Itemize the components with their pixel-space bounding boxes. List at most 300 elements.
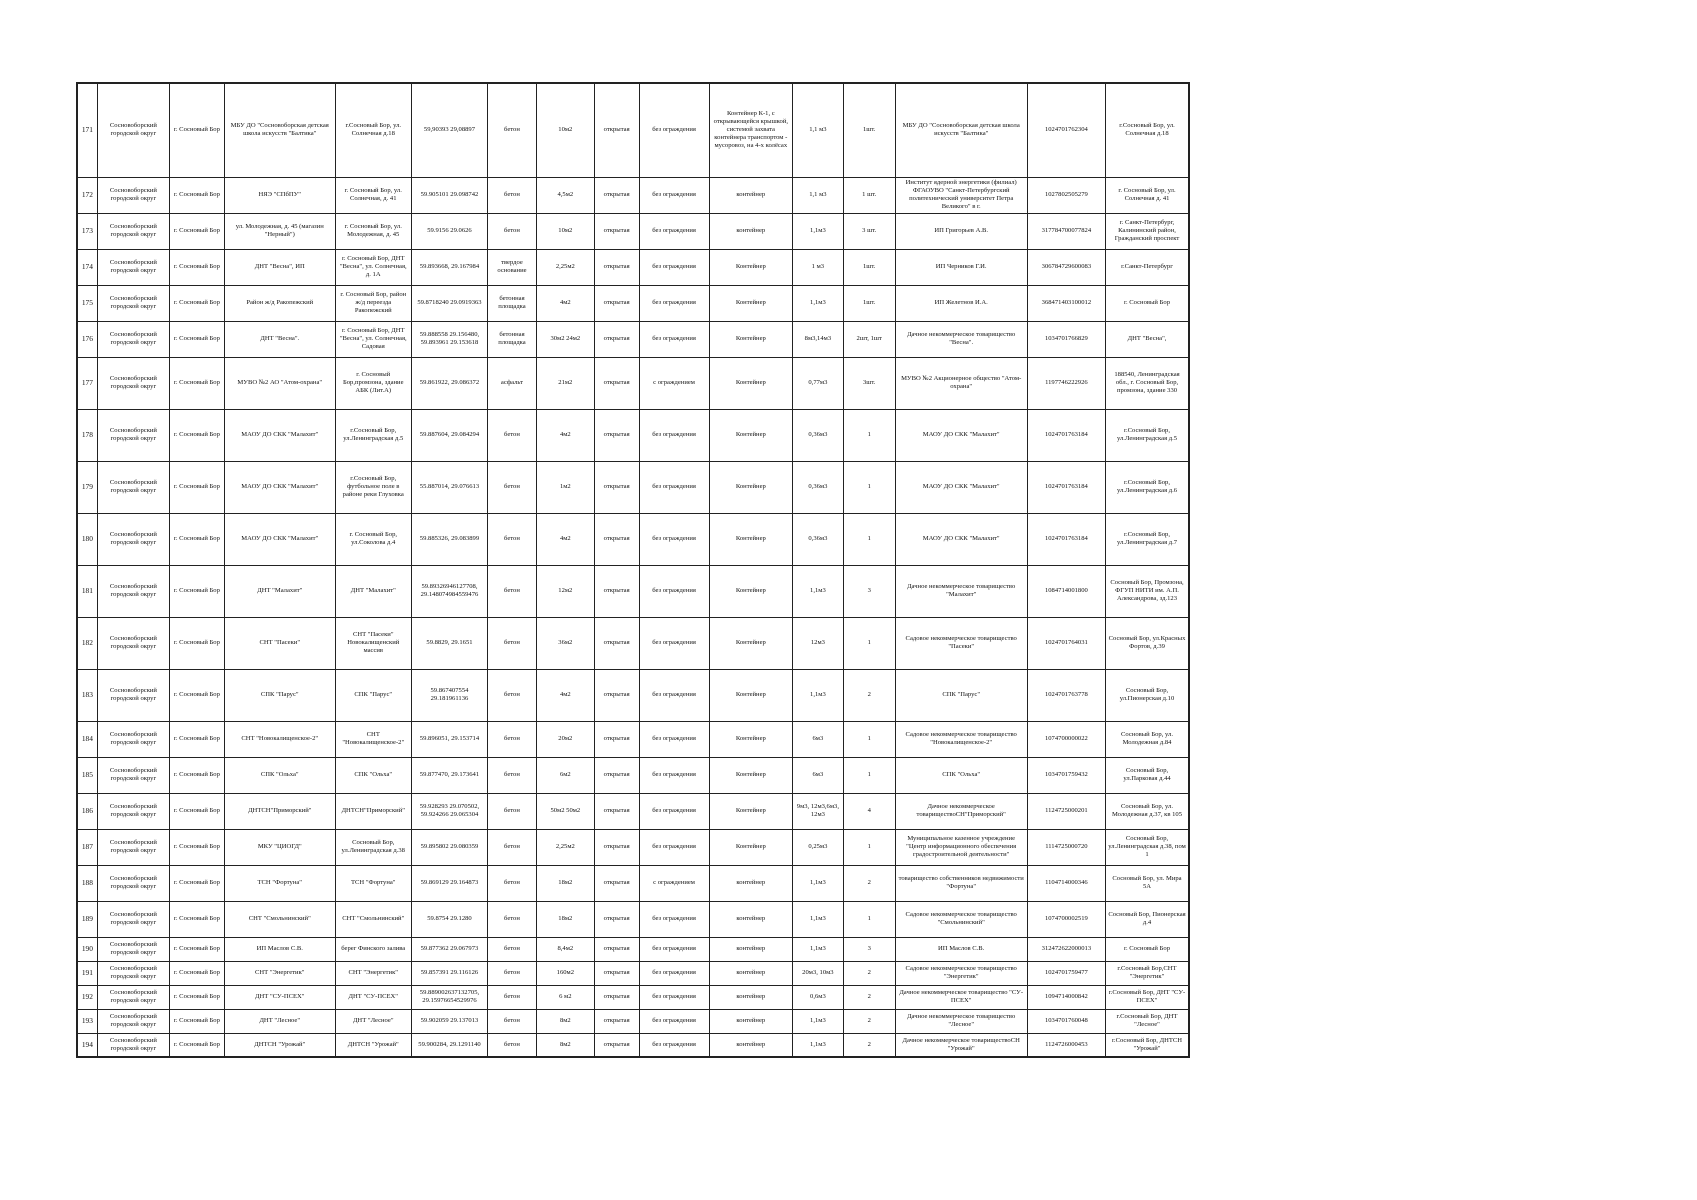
table-cell: 1027802505279 [1027,177,1105,213]
table-cell: 1,1м3 [792,565,843,617]
table-cell: без ограждения [639,83,709,177]
table-row [77,829,1189,865]
table-cell: 6 м2 [536,985,594,1009]
table-cell: бетон [488,177,537,213]
table-cell: СНТ "Смольнинский" [335,901,411,937]
table-cell: г. Сосновый Бор [169,829,224,865]
table-cell: Сосновоборский городской округ [97,721,169,757]
table-cell: без ограждения [639,409,709,461]
table-cell: МУВО №2 Акционерное общество "Атом-охрана" [895,357,1027,409]
table-cell: ДНТ "Весна", [1106,321,1189,357]
table-cell: Дачное некоммерческое товарищество "Весна". [895,321,1027,357]
table-cell: г. Сосновый Бор [169,865,224,901]
table-cell: г. Сосновый Бор [169,513,224,565]
table-row [77,461,1189,513]
table-cell: 1 [843,617,895,669]
table-cell: Контейнер [709,757,792,793]
table-cell: без ограждения [639,177,709,213]
table-cell: г. Сосновый Бор [169,669,224,721]
table-cell: 59.902059 29.137013 [411,1009,487,1033]
table-cell: открытая [594,321,639,357]
table-cell: без ограждения [639,617,709,669]
table-cell: Сосновоборский городской округ [97,357,169,409]
table-cell: г. Сосновый Бор, район ж/д переезда Ракопежский [335,285,411,321]
table-cell: Дачное некоммерческое товариществоСН "Урожай" [895,1033,1027,1057]
table-cell: г. Сосновый Бор [169,213,224,249]
table-cell: 180 [77,513,97,565]
table-cell: 1034701766829 [1027,321,1105,357]
table-cell: 1 [843,513,895,565]
table-cell: 8м2 [536,1033,594,1057]
table-cell: Контейнер [709,829,792,865]
table-cell: открытая [594,937,639,961]
table-cell: 1,1м3 [792,213,843,249]
table-cell: 59.887604, 29.084294 [411,409,487,461]
table-cell: открытая [594,213,639,249]
table-cell: Сосновоборский городской округ [97,793,169,829]
table-row [77,177,1189,213]
table-cell: Сосновый Бор, Пионерская д.4 [1106,901,1189,937]
table-cell: бетон [488,1009,537,1033]
table-cell: без ограждения [639,901,709,937]
table-cell: 55.887014, 29.076613 [411,461,487,513]
table-cell: без ограждения [639,1009,709,1033]
table-cell: Садовое некоммерческое товарищество "Пасеки" [895,617,1027,669]
table-cell: Сосновоборский городской округ [97,321,169,357]
table-cell: 8,4м2 [536,937,594,961]
table-cell: СНТ "Энергетик" [224,961,335,985]
table-cell: г.Сосновый Бор, ул. Солнечная д.18 [335,83,411,177]
table-cell: Сосновоборский городской округ [97,829,169,865]
table-row [77,757,1189,793]
table-cell: 368471403100012 [1027,285,1105,321]
table-cell: 9м3, 12м3,6м3, 12м3 [792,793,843,829]
table-cell: г. Сосновый Бор [1106,285,1189,321]
table-cell: 160м2 [536,961,594,985]
table-cell: 59.905101 29.098742 [411,177,487,213]
table-cell: 1034701760048 [1027,1009,1105,1033]
table-cell: г. Сосновый Бор [169,357,224,409]
table-cell: ИП Маслов С.В. [895,937,1027,961]
table-cell: 8м3,14м3 [792,321,843,357]
table-cell: Сосновоборский городской округ [97,249,169,285]
table-row [77,565,1189,617]
table-cell: Садовое некоммерческое товарищество "Энергетик" [895,961,1027,985]
table-cell: НЯЭ "СПбПУ" [224,177,335,213]
table-cell: 2,25м2 [536,829,594,865]
table-row [77,513,1189,565]
table-cell: г. Сосновый Бор [169,177,224,213]
table-cell: 1074700002519 [1027,901,1105,937]
table-cell: г. Сосновый Бор [169,961,224,985]
table-cell: 3 [843,937,895,961]
table-cell: СНТ "Пасеки" [224,617,335,669]
table-cell: 175 [77,285,97,321]
table-cell: 1,1м3 [792,285,843,321]
table-cell: г. Сосновый Бор [169,285,224,321]
table-cell: с ограждением [639,357,709,409]
table-cell: 1 м3 [792,249,843,285]
table-cell: Контейнер [709,513,792,565]
table-cell: г. Сосновый Бор [169,249,224,285]
table-cell: ИП Григорьев А.В. [895,213,1027,249]
table-cell: ул. Молодежная, д. 45 (магазин "Нерный") [224,213,335,249]
table-cell: 1094714000842 [1027,985,1105,1009]
table-cell: г. Сосновый Бор [169,793,224,829]
table-cell: 179 [77,461,97,513]
table-cell: 59.877470, 29.173641 [411,757,487,793]
table-cell: г. Сосновый Бор [169,937,224,961]
table-cell: Дачное некоммерческое товарищество "Малахит" [895,565,1027,617]
table-cell: 59.889002637132705, 29.15976654529976 [411,985,487,1009]
table-cell: г.Сосновый Бор, ДНТ "СУ-ПСЕХ" [1106,985,1189,1009]
table-cell: открытая [594,985,639,1009]
table-cell: 1шт. [843,83,895,177]
table-cell: г. Сосновый Бор, ул. Солнечная д. 41 [1106,177,1189,213]
table-cell: 1114725000720 [1027,829,1105,865]
table-cell: г.Сосновый Бор, ул. Солнечная д.18 [1106,83,1189,177]
table-cell: 50м2 50м2 [536,793,594,829]
table-cell: Сосновоборский городской округ [97,757,169,793]
table-cell: 0,77м3 [792,357,843,409]
table-row [77,83,1189,177]
table-cell: г. Сосновый Бор [169,461,224,513]
table-cell: бетон [488,937,537,961]
table-cell: открытая [594,617,639,669]
table-cell: 10м2 [536,213,594,249]
table-cell: Контейнер [709,357,792,409]
table-cell: СНТ "Новокалищенское-2" [224,721,335,757]
table-cell: СПК "Парус" [895,669,1027,721]
table-cell: 176 [77,321,97,357]
table-cell: ДНТ "Лесное" [224,1009,335,1033]
table-cell: Институт ядерной энергетики (филиал) ФГАОУВО "Санкт-Петербургский политехнический университет Петра Великого" в г. [895,177,1027,213]
table-cell: Садовое некоммерческое товарищество "Новокалищенское-2" [895,721,1027,757]
table-cell: 59.8718240 29.0919363 [411,285,487,321]
table-cell: открытая [594,721,639,757]
table-cell: г. Сосновый Бор [169,985,224,1009]
table-cell: МАОУ ДО СКК "Малахит" [224,461,335,513]
table-cell: г.Сосновый Бор, ДНТСН "Урожай" [1106,1033,1189,1057]
table-cell: бетон [488,669,537,721]
table-cell: 59.893668, 29.167984 [411,249,487,285]
table-cell: Сосновый Бор, ул.Пионерская д.10 [1106,669,1189,721]
table-cell: открытая [594,513,639,565]
table-cell: г.Сосновый Бор, ул.Ленинградская д.5 [335,409,411,461]
table-cell: ИП Желетнов И.А. [895,285,1027,321]
table-cell: Сосновый Бор, ул.Ленинградская д.38 [335,829,411,865]
table-cell: Сосновоборский городской округ [97,565,169,617]
table-cell: Контейнер [709,793,792,829]
table-cell: бетон [488,1033,537,1057]
table-cell: бетон [488,617,537,669]
table-cell: бетон [488,83,537,177]
table-cell: ДНТ "Лесное" [335,1009,411,1033]
table-cell: без ограждения [639,249,709,285]
table-cell: 8м2 [536,1009,594,1033]
table-cell: г. Сосновый Бор [169,1033,224,1057]
table-cell: МАОУ ДО СКК "Малахит" [224,409,335,461]
table-cell: Дачное некоммерческое товариществоСН"Приморский" [895,793,1027,829]
table-cell: 312472622000013 [1027,937,1105,961]
table-row [77,1033,1189,1057]
table-cell: ДНТ "СУ-ПСЕХ" [335,985,411,1009]
table-cell: 184 [77,721,97,757]
table-cell: СПК "Ольха" [224,757,335,793]
table-cell: открытая [594,177,639,213]
table-cell: г.Сосновый Бор, ул.Ленинградская д.5 [1106,409,1189,461]
table-cell: 0,36м3 [792,513,843,565]
table-cell: Сосновоборский городской округ [97,669,169,721]
table-cell: г. Сосновый Бор,промзона, здание АБК (Лит.А) [335,357,411,409]
table-cell: г.Сосновый Бор,СНТ "Энергетик" [1106,961,1189,985]
table-cell: 177 [77,357,97,409]
table-cell: г. Сосновый Бор [169,321,224,357]
table-cell: 194 [77,1033,97,1057]
table-cell: Контейнер [709,461,792,513]
table-row [77,793,1189,829]
table-cell: Сосновый Бор, ул.Красных Фортов, д.39 [1106,617,1189,669]
table-cell: ДНТСН "Урожай" [335,1033,411,1057]
table-cell: 4м2 [536,513,594,565]
table-cell: открытая [594,961,639,985]
table-cell: г. Сосновый Бор [169,83,224,177]
table-cell: Контейнер [709,285,792,321]
table-cell: г. Сосновый Бор [169,757,224,793]
table-cell: Сосновый Бор, ул. Молодежная д.37, кв 105 [1106,793,1189,829]
table-cell: СПК "Парус" [224,669,335,721]
table-cell: Дачное некоммерческое товарищество "СУ-ПСЕХ" [895,985,1027,1009]
table-row [77,961,1189,985]
table-cell: 1,1м3 [792,1009,843,1033]
table-cell: 1024701763778 [1027,669,1105,721]
table-cell: МАОУ ДО СКК "Малахит" [224,513,335,565]
table-cell: Садовое некоммерческое товарищество "Смольнинский" [895,901,1027,937]
table-cell: Сосновоборский городской округ [97,83,169,177]
table-row [77,1009,1189,1033]
table-cell: 59.885326, 29.083899 [411,513,487,565]
table-cell: без ограждения [639,461,709,513]
table-cell: 182 [77,617,97,669]
table-cell: 36м2 [536,617,594,669]
table-cell: 1 [843,721,895,757]
table-cell: Сосновоборский городской округ [97,865,169,901]
table-cell: контейнер [709,937,792,961]
table-row [77,865,1189,901]
table-cell: бетон [488,829,537,865]
table-row [77,213,1189,249]
table-cell: СПК "Ольха" [335,757,411,793]
table-cell: ДНТ "Малахит" [224,565,335,617]
table-cell: 183 [77,669,97,721]
table-cell: Сосновоборский городской округ [97,961,169,985]
table-cell: открытая [594,901,639,937]
table-cell: 1197746222926 [1027,357,1105,409]
table-cell: 0,36м3 [792,409,843,461]
table-cell: ДНТ "Весна". [224,321,335,357]
table-cell: 1124726000453 [1027,1033,1105,1057]
table-cell: 4м2 [536,285,594,321]
table-cell: бетон [488,409,537,461]
table-cell: 0,6м3 [792,985,843,1009]
table-cell: 1,1 м3 [792,83,843,177]
table-cell: без ограждения [639,793,709,829]
table-cell: 1шт. [843,285,895,321]
table-cell: открытая [594,83,639,177]
table-cell: г. Сосновый Бор [169,1009,224,1033]
table-cell: г. Сосновый Бор [169,721,224,757]
table-cell: без ограждения [639,829,709,865]
table-cell: СНТ "Пасеки" Новокалищенский массив [335,617,411,669]
table-cell: берег Финского залива [335,937,411,961]
table-cell: 21м2 [536,357,594,409]
table-cell: Сосновоборский городской округ [97,1009,169,1033]
table-cell: бетон [488,793,537,829]
table-cell: бетон [488,985,537,1009]
table-cell: бетон [488,961,537,985]
table-cell: бетон [488,461,537,513]
table-cell: с ограждением [639,865,709,901]
table-cell: г.Сосновый Бор, футбольное поле в районе реки Глуховка [335,461,411,513]
table-cell: открытая [594,865,639,901]
table-cell: 1024701763184 [1027,461,1105,513]
table-cell: 1024701763184 [1027,513,1105,565]
table-cell: открытая [594,565,639,617]
table-cell: 6м2 [536,757,594,793]
table-cell: 317784700077824 [1027,213,1105,249]
table-cell: без ограждения [639,213,709,249]
table-cell: г.Сосновый Бор, ул.Ленинградская д.7 [1106,513,1189,565]
table-cell: 59.888558 29.156480, 59.893961 29.153618 [411,321,487,357]
table-cell: г.Сосновый Бор, ул.Ленинградская д.6 [1106,461,1189,513]
table-cell: 1,1м3 [792,937,843,961]
table-cell: 59.877362 29.067973 [411,937,487,961]
table-cell: без ограждения [639,961,709,985]
table-cell: без ограждения [639,321,709,357]
table-row [77,985,1189,1009]
table-cell: бетон [488,513,537,565]
table-cell: 2 [843,961,895,985]
table-row [77,669,1189,721]
table-cell: 2 [843,669,895,721]
table-cell: 3 шт. [843,213,895,249]
table-cell: 4 [843,793,895,829]
table-cell: 188 [77,865,97,901]
table-cell: 1,1м3 [792,901,843,937]
table-cell: СНТ "Энергетик" [335,961,411,985]
table-row [77,285,1189,321]
table-cell: МКУ "ЦИОГД" [224,829,335,865]
table-cell: 1,1м3 [792,865,843,901]
table-cell: 6м3 [792,721,843,757]
table-cell: без ограждения [639,985,709,1009]
table-cell: 185 [77,757,97,793]
table-cell: 4м2 [536,669,594,721]
table-cell: 1м2 [536,461,594,513]
table-cell: без ограждения [639,513,709,565]
table-cell: без ограждения [639,669,709,721]
table-cell: 59.928293 29.070502, 59.924266 29.065304 [411,793,487,829]
table-cell: 1 [843,461,895,513]
table-cell: ДНТСН "Урожай" [224,1033,335,1057]
table-cell: открытая [594,1009,639,1033]
table-cell: г. Сосновый Бор [169,901,224,937]
table-cell: Сосновоборский городской округ [97,513,169,565]
table-cell: Сосновоборский городской округ [97,901,169,937]
table-cell: 30м2 24м2 [536,321,594,357]
table-cell: СНТ "Смольнинский" [224,901,335,937]
table-row [77,617,1189,669]
table-cell: открытая [594,757,639,793]
table-cell: Сосновый Бор, ул.Ленинградская д.38, пом 1 [1106,829,1189,865]
table-cell: 1074700000022 [1027,721,1105,757]
table-cell: ДНТ "СУ-ПСЕХ" [224,985,335,1009]
table-cell: 1 шт. [843,177,895,213]
table-row [77,937,1189,961]
table-cell: 1 [843,829,895,865]
table-cell: МАОУ ДО СКК "Малахит" [895,513,1027,565]
table-cell: 1034701759432 [1027,757,1105,793]
table-cell: 2,25м2 [536,249,594,285]
table-cell: 18м2 [536,865,594,901]
table-cell: ДНТСН"Приморский" [224,793,335,829]
table-cell: г.Сосновый Бор, ДНТ "Лесное" [1106,1009,1189,1033]
table-cell: 59.8829, 29.1651 [411,617,487,669]
table-cell: 1084714001800 [1027,565,1105,617]
table-cell: г. Сосновый Бор, ДНТ "Весна", ул. Солнечная, Садовая [335,321,411,357]
table-cell: бетонная площадка [488,321,537,357]
table-cell: 12м2 [536,565,594,617]
table-cell: 59.867407554 29.181961136 [411,669,487,721]
table-cell: 187 [77,829,97,865]
table-row [77,249,1189,285]
table-cell: Контейнер [709,721,792,757]
table-cell: 59.895802 29.080359 [411,829,487,865]
table-cell: МАОУ ДО СКК "Малахит" [895,409,1027,461]
table-cell: 1024701764031 [1027,617,1105,669]
table-cell: г. Сосновый Бор [169,409,224,461]
table-cell: бетон [488,565,537,617]
table-cell: 1шт. [843,249,895,285]
table-cell: 2 [843,1033,895,1057]
table-cell: ИП Черников Г.И. [895,249,1027,285]
table-cell: г. Сосновый Бор, ул. Солнечная, д. 41 [335,177,411,213]
table-row [77,901,1189,937]
table-cell: Дачное некоммерческое товарищество "Лесное" [895,1009,1027,1033]
table-cell: контейнер [709,865,792,901]
table-cell: 178 [77,409,97,461]
table-cell: Контейнер [709,617,792,669]
table-cell: 181 [77,565,97,617]
table-cell: СПК "Ольха" [895,757,1027,793]
table-cell: открытая [594,669,639,721]
table-cell: открытая [594,249,639,285]
table-cell: г. Сосновый Бор [169,565,224,617]
table-cell: Муниципальное казенное учреждение "Центр информационного обеспечения градостроительной деятельности" [895,829,1027,865]
table-cell: Контейнер К-1, с открывающейся крышкой, системой захвата контейнера транспортом - мусоровоз, на 4-х колёсах [709,83,792,177]
table-cell: асфальт [488,357,537,409]
table-cell: ТСН "Фортуна" [224,865,335,901]
table-cell: 3шт. [843,357,895,409]
table-cell: контейнер [709,961,792,985]
table-cell: 59.9156 29.0626 [411,213,487,249]
table-cell: 193 [77,1009,97,1033]
table-cell: без ограждения [639,565,709,617]
table-cell: Сосновый Бор, ул.Парковая д.44 [1106,757,1189,793]
table-cell: МБУ ДО "Сосновоборская детская школа искусств "Балтика" [895,83,1027,177]
table-cell: Сосновоборский городской округ [97,213,169,249]
table-cell: МАОУ ДО СКК "Малахит" [895,461,1027,513]
